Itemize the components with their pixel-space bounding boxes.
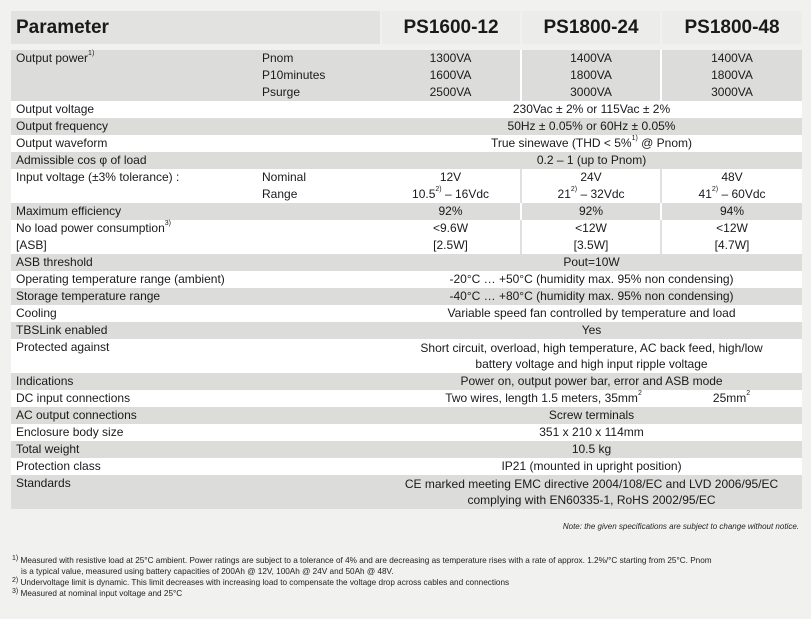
pnom-value: 1300VA <box>381 50 521 67</box>
enclosure-value: 351 x 210 x 114mm <box>381 424 802 441</box>
footnotes <box>12 555 797 599</box>
psurge-value: 2500VA <box>381 84 521 101</box>
nominal-label: Nominal <box>257 169 381 186</box>
psurge-row <box>11 84 802 101</box>
no-load-row <box>11 220 802 237</box>
max-efficiency-value: 94% <box>661 203 802 220</box>
indications-value: Power on, output power bar, error and ASB mode <box>381 373 802 390</box>
output-waveform-label: Output waveform <box>11 135 381 152</box>
asb-threshold-row <box>11 254 802 271</box>
input-voltage-row <box>11 169 802 186</box>
asb-label: [ASB] <box>11 237 381 254</box>
standards-label: Standards <box>11 475 381 509</box>
protected-row <box>11 339 802 373</box>
ac-output-label: AC output connections <box>11 407 381 424</box>
output-power-label: Output power$^{1)}$ <box>11 50 257 67</box>
range-label: Range <box>257 186 381 203</box>
model-header-ps1800-48: PS1800-48 <box>661 11 802 44</box>
output-power-row <box>11 50 802 67</box>
dc-input-value-48: $25mm^2$ <box>661 390 802 407</box>
protected-value: Short circuit, overload, high temperature, AC back feed, high/low battery voltage and high input ripple voltage <box>381 339 802 373</box>
asb-value: [2.5W] <box>381 237 521 254</box>
indications-label: Indications <box>11 373 381 390</box>
max-efficiency-row <box>11 203 802 220</box>
enclosure-label: Enclosure body size <box>11 424 381 441</box>
protection-class-value: IP21 (mounted in upright position) <box>381 458 802 475</box>
tbslink-row <box>11 322 802 339</box>
pnom-label: Pnom <box>257 50 381 67</box>
weight-label: Total weight <box>11 441 381 458</box>
cooling-row <box>11 305 802 322</box>
pnom-value: 1400VA <box>661 50 802 67</box>
ac-output-row <box>11 407 802 424</box>
cos-phi-value: 0.2 – 1 (up to Pnom) <box>381 152 802 169</box>
parameter-header: Parameter <box>11 11 381 44</box>
cos-phi-row <box>11 152 802 169</box>
storage-temp-label: Storage temperature range <box>11 288 381 305</box>
weight-value: 10.5 kg <box>381 441 802 458</box>
output-waveform-value: True sinewave (THD < 5%$^{1)}$ @ Pnom) <box>381 135 802 152</box>
indications-row <box>11 373 802 390</box>
header-row <box>11 11 802 44</box>
operating-temp-value: -20°C … +50°C (humidity max. 95% non condensing) <box>381 271 802 288</box>
asb-value: [3.5W] <box>521 237 661 254</box>
no-load-value: <9.6W <box>381 220 521 237</box>
asb-threshold-value: Pout=10W <box>381 254 802 271</box>
input-range-row <box>11 186 802 203</box>
nominal-value: 12V <box>381 169 521 186</box>
tbslink-value: Yes <box>381 322 802 339</box>
operating-temp-row <box>11 271 802 288</box>
psurge-value: 3000VA <box>521 84 661 101</box>
enclosure-row <box>11 424 802 441</box>
no-load-value: <12W <box>521 220 661 237</box>
nominal-value: 48V <box>661 169 802 186</box>
standards-row <box>11 475 802 509</box>
p10minutes-value: 1600VA <box>381 67 521 84</box>
footnote-1: $^{1)}$ Measured with resistive load at 25°C ambient. Power ratings are subject to a tolerance of 4% and are decreasing as temperature rises with a rate of approx. 1.2%/°C starting from 25°C. Pnom <box>12 555 712 565</box>
operating-temp-label: Operating temperature range (ambient) <box>11 271 381 288</box>
max-efficiency-label: Maximum efficiency <box>11 203 381 220</box>
output-frequency-value: 50Hz ± 0.05% or 60Hz ± 0.05% <box>381 118 802 135</box>
range-value: 21$^{2)}$ – 32Vdc <box>521 186 661 203</box>
storage-temp-value: -40°C … +80°C (humidity max. 95% non condensing) <box>381 288 802 305</box>
p10minutes-row <box>11 67 802 84</box>
range-value: 41$^{2)}$ – 60Vdc <box>661 186 802 203</box>
dc-input-row <box>11 390 802 407</box>
max-efficiency-value: 92% <box>521 203 661 220</box>
max-efficiency-value: 92% <box>381 203 521 220</box>
output-frequency-label: Output frequency <box>11 118 381 135</box>
nominal-value: 24V <box>521 169 661 186</box>
cos-phi-label: Admissible cos φ of load <box>11 152 381 169</box>
asb-threshold-label: ASB threshold <box>11 254 381 271</box>
disclaimer-note: Note: the given specifications are subject to change without notice. <box>562 522 799 531</box>
output-voltage-label: Output voltage <box>11 101 381 118</box>
asb-row <box>11 237 802 254</box>
no-load-value: <12W <box>661 220 802 237</box>
model-header-ps1600-12: PS1600-12 <box>381 11 521 44</box>
model-header-ps1800-24: PS1800-24 <box>521 11 661 44</box>
specifications-table <box>11 11 802 509</box>
weight-row <box>11 441 802 458</box>
protection-class-row <box>11 458 802 475</box>
protection-class-label: Protection class <box>11 458 381 475</box>
output-waveform-row <box>11 135 802 152</box>
dc-input-label: DC input connections <box>11 390 381 407</box>
input-voltage-label: Input voltage (±3% tolerance) : <box>11 169 257 186</box>
tbslink-label: TBSLink enabled <box>11 322 381 339</box>
cooling-value: Variable speed fan controlled by temperature and load <box>381 305 802 322</box>
output-voltage-row <box>11 101 802 118</box>
output-frequency-row <box>11 118 802 135</box>
p10minutes-label: P10minutes <box>257 67 381 84</box>
footnote-1-cont: is a typical value, measured using battery capacities of 200Ah @ 12V, 100Ah @ 24V and 50Ah @ 48V. <box>21 567 394 576</box>
cooling-label: Cooling <box>11 305 381 322</box>
p10minutes-value: 1800VA <box>661 67 802 84</box>
storage-temp-row <box>11 288 802 305</box>
range-value: 10.5$^{2)}$ – 16Vdc <box>381 186 521 203</box>
dc-input-value: Two wires, length 1.5 meters, $35mm^2$ <box>381 390 661 407</box>
ac-output-value: Screw terminals <box>381 407 802 424</box>
p10minutes-value: 1800VA <box>521 67 661 84</box>
footnote-3: $^{3)}$ Measured at nominal input voltage and 25°C <box>12 588 183 598</box>
no-load-label: No load power consumption$^{3)}$ <box>11 220 381 237</box>
psurge-value: 3000VA <box>661 84 802 101</box>
protected-label: Protected against <box>11 339 381 373</box>
psurge-label: Psurge <box>257 84 381 101</box>
asb-value: [4.7W] <box>661 237 802 254</box>
standards-value: CE marked meeting EMC directive 2004/108/EC and LVD 2006/95/EC complying with EN60335-1, RoHS 2002/95/EC <box>381 475 802 509</box>
output-voltage-value: 230Vac ± 2% or 115Vac ± 2% <box>381 101 802 118</box>
pnom-value: 1400VA <box>521 50 661 67</box>
footnote-2: $^{2)}$ Undervoltage limit is dynamic. This limit decreases with increasing load to compensate the voltage drop across cables and connections <box>12 577 510 587</box>
